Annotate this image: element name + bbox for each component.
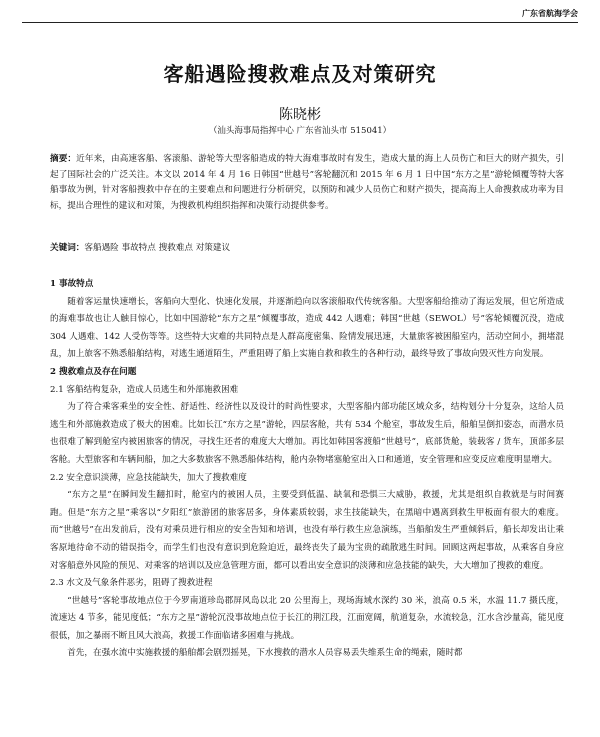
abstract-label: 摘要： — [50, 154, 77, 164]
paragraph: “世越号”客轮事故地点位于今罗南道珍岛郡屏风岛以北 20 公里海上，现场海域水深约 30 米，浪高 0.5 米，水温 11.7 摄氏度，流速达 4 节多，能见度低；“东方之星”游轮沉没事故地点位于长江的荆江段，江面宽阔，航道复杂，水流较急，江水含沙量高，能见度很低，加之暴雨不断且风大浪高，救援工作面临诸多困难与挑战。 — [50, 595, 564, 641]
keywords-text: 客船遇险 事故特点 搜救难点 对策建议 — [84, 243, 231, 253]
paper-body — [50, 276, 564, 663]
section-heading: 2 搜救难点及存在问题 — [50, 366, 137, 377]
author-affiliation: （汕头海事局指挥中心 广东省汕头市 515041） — [208, 126, 392, 136]
paragraph: 为了符合乘客乘坐的安全性、舒适性、经济性以及设计的时尚性要求，大型客船内部功能区域众多，结构划分十分复杂，这给人员逃生和外部施救造成了极大的困难。比如长江“东方之星”游轮，四层客舱，共有 534 个舱室，事故发生后，船舶呈倒扣姿态，而潜水员也很难了解到舱室内被困旅客的情况，寻找生还者的难度大大增加。再比如韩国客渡船“世越号”，底部货舱，装载客 / 货车，顶部多层客舱。大型旅客和车辆间船，加之大多数旅客不熟悉船体结构，舱内杂物堵塞舱室出入口和通道，安全管理和应变反应难度明显增大。 — [50, 402, 564, 465]
running-head: 广东省航海学会 — [522, 8, 578, 18]
paragraph: 随着客运量快速增长，客船向大型化、快速化发展，并逐渐趋向以客滚船取代传统客船。大型客船给推动了海运发展，但它所造成的海难事故也让人触目惊心，比如中国游轮“东方之星”倾覆事故，造成 442 人遇难；韩国“世越（SEWOL）号”客轮倾覆沉没，造成 304 人遇难、142 人受伤等等。这些特大灾难的共同特点是人群高度密集、险情发展迅速，大量旅客被困船室内，活动空间小，拥堵混乱，加上旅客不熟悉船舶结构，对逃生通道陌生，严重阻碍了船上实施自救和救生的各种行动，最终导致了事故向毁灭性方向发展。 — [50, 296, 564, 360]
section-heading: 1 事故特点 — [50, 279, 94, 289]
paragraph: 首先，在强水流中实施救援的船舶都会剧烈摇晃，下水搜救的潜水人员容易丢失维系生命的绳索，随时都 — [67, 648, 463, 659]
subsection-heading: 2.1 客船结构复杂，造成人员逃生和外部施救困难 — [50, 384, 239, 395]
author-name: 陈晓彬 — [279, 107, 321, 123]
paper-title: 客船遇险搜救难点及对策研究 — [163, 62, 437, 86]
header-rule — [22, 22, 578, 23]
keywords-label: 关键词： — [50, 243, 85, 253]
subsection-heading: 2.3 水文及气象条件恶劣，阻碍了搜救进程 — [50, 578, 213, 589]
subsection-heading: 2.2 安全意识淡薄，应急技能缺失，加大了搜救难度 — [50, 472, 247, 483]
abstract — [50, 152, 564, 214]
paragraph: “东方之星”在瞬间发生翻扣时，舱室内的被困人员，主要受到低温、缺氧和恐惧三大威胁，救援，尤其是组织自救就是与时间赛跑。但是“东方之星”乘客以“夕阳红”旅游团的旅客居多，身体素质较弱，求生技能缺失，在黑暗中遇离到救生甲板面有很大的难度。而“世越号”在出发前后，没有对乘员进行相应的安全告知和培训，也没有举行救生应急演练，当船舶发生严重倾斜后，船长却发出让乘客原地待命不动的错误指令，而学生们也没有意识到危险迫近，最终丧失了最为宝贵的疏散逃生时间。回顾这两起事故，从乘客自身应对客船意外风险的预见、对乘客的培训以及应急管理方面，都可以看出安全意识的淡薄和应急技能的缺失，大大增加了搜救的难度。 — [50, 490, 564, 571]
abstract-text: 近年来，由高速客船、客滚船、游轮等大型客船造成的特大海难事故时有发生，造成大量的海上人员伤亡和巨大的财产损失，引起了国际社会的广泛关注。本文以 2014 年 4 月 16 日韩国“世越号”客轮翻沉和 2015 年 6 月 1 日中国“东方之星”游轮倾覆等特大客船事故为例，针对客船搜救中存在的主要难点和问题进行分析研究，以预防和减少人员伤亡和财产损失，提高海上人命搜救成功率为目标，提出合理性的建议和对策，为搜救机构组织指挥和决策行动提供参考。 — [50, 154, 564, 211]
keywords — [50, 241, 564, 256]
